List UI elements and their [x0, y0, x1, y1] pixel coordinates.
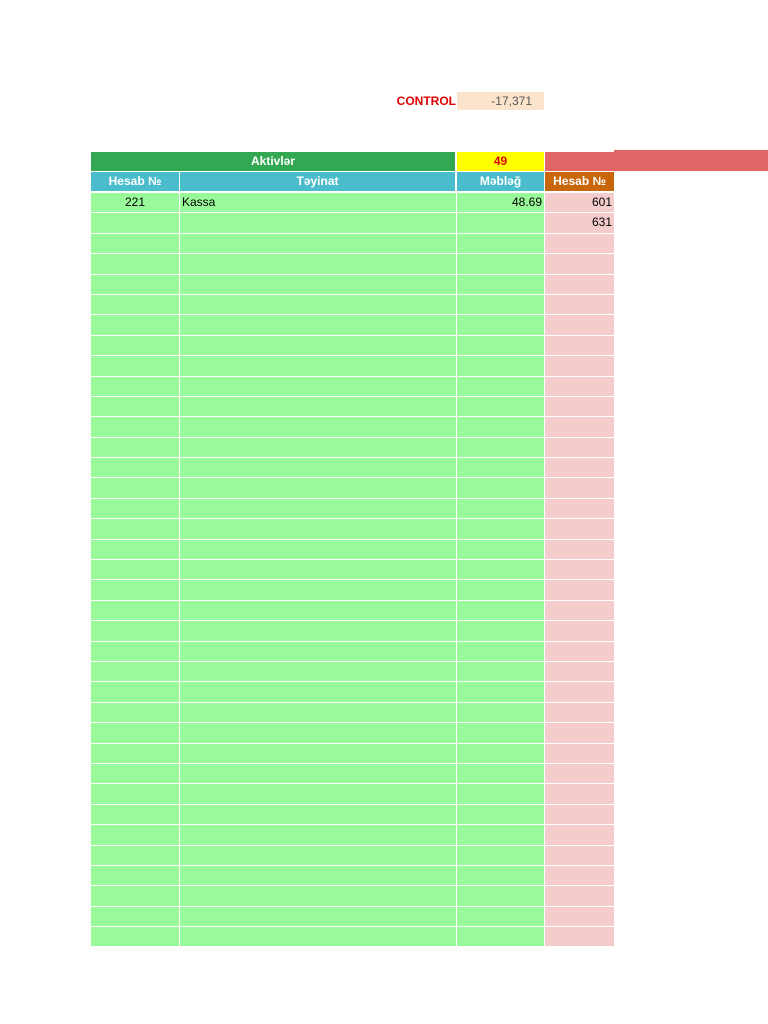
cell-hesab-2[interactable]: 601	[545, 193, 614, 213]
table-row	[91, 478, 614, 498]
table-row	[91, 315, 614, 335]
header-filler-band[interactable]	[614, 150, 768, 171]
cell-teyinat[interactable]	[180, 499, 456, 519]
table-row	[91, 458, 614, 478]
cell-mebleg[interactable]	[457, 846, 544, 866]
cell-hesab[interactable]	[91, 601, 179, 621]
cell-mebleg[interactable]	[457, 519, 544, 539]
cell-hesab-2[interactable]	[545, 764, 614, 784]
cell-teyinat[interactable]	[180, 438, 456, 458]
cell-mebleg[interactable]	[457, 642, 544, 662]
cell-mebleg[interactable]	[457, 397, 544, 417]
cell-hesab[interactable]	[91, 499, 179, 519]
cell-hesab[interactable]	[91, 621, 179, 641]
control-value-cell[interactable]: -17,371	[457, 92, 544, 110]
cell-mebleg[interactable]	[457, 723, 544, 743]
cell-hesab-2[interactable]	[545, 315, 614, 335]
cell-teyinat[interactable]	[180, 336, 456, 356]
cell-hesab[interactable]	[91, 642, 179, 662]
table-row	[91, 723, 614, 743]
cell-mebleg[interactable]	[457, 744, 544, 764]
table-row	[91, 254, 614, 274]
cell-teyinat[interactable]	[180, 907, 456, 927]
cell-hesab[interactable]	[91, 315, 179, 335]
cell-mebleg[interactable]	[457, 438, 544, 458]
cell-teyinat[interactable]	[180, 805, 456, 825]
cell-teyinat[interactable]	[180, 784, 456, 804]
cell-mebleg[interactable]	[457, 377, 544, 397]
cell-hesab-2[interactable]: 631	[545, 213, 614, 233]
cell-hesab[interactable]	[91, 397, 179, 417]
cell-teyinat[interactable]	[180, 417, 456, 437]
cell-teyinat[interactable]	[180, 764, 456, 784]
cell-hesab[interactable]	[91, 540, 179, 560]
table-row	[91, 642, 614, 662]
table-row	[91, 560, 614, 580]
cell-mebleg[interactable]	[457, 825, 544, 845]
column-header-hesab-2[interactable]: Hesab №	[545, 172, 614, 191]
table-row	[91, 519, 614, 539]
cell-teyinat[interactable]	[180, 377, 456, 397]
cell-teyinat[interactable]	[180, 825, 456, 845]
cell-teyinat[interactable]	[180, 621, 456, 641]
cell-hesab[interactable]	[91, 784, 179, 804]
cell-mebleg[interactable]	[457, 907, 544, 927]
cell-mebleg[interactable]	[457, 601, 544, 621]
table-row	[91, 744, 614, 764]
cell-mebleg[interactable]	[457, 417, 544, 437]
table-row	[91, 234, 614, 254]
cell-hesab[interactable]	[91, 213, 179, 233]
cell-hesab[interactable]	[91, 825, 179, 845]
cell-mebleg[interactable]	[457, 764, 544, 784]
cell-hesab-2[interactable]	[545, 805, 614, 825]
cell-teyinat[interactable]	[180, 519, 456, 539]
cell-hesab-2[interactable]	[545, 580, 614, 600]
cell-mebleg[interactable]	[457, 886, 544, 906]
cell-hesab[interactable]	[91, 438, 179, 458]
cell-hesab-2[interactable]	[545, 377, 614, 397]
cell-hesab[interactable]	[91, 866, 179, 886]
cell-hesab[interactable]	[91, 478, 179, 498]
cell-mebleg[interactable]	[457, 662, 544, 682]
column-header-teyinat[interactable]: Təyinat	[180, 172, 455, 191]
cell-teyinat[interactable]	[180, 478, 456, 498]
table-row	[91, 886, 614, 906]
cell-hesab-2[interactable]	[545, 784, 614, 804]
table-row	[91, 356, 614, 376]
table-row	[91, 805, 614, 825]
cell-teyinat[interactable]	[180, 254, 456, 274]
table-row	[91, 275, 614, 295]
table-row	[91, 907, 614, 927]
cell-hesab-2[interactable]	[545, 866, 614, 886]
data-table-body	[91, 193, 614, 947]
cell-hesab[interactable]	[91, 662, 179, 682]
cell-hesab[interactable]	[91, 519, 179, 539]
cell-hesab-2[interactable]	[545, 275, 614, 295]
cell-teyinat[interactable]	[180, 703, 456, 723]
cell-hesab-2[interactable]	[545, 438, 614, 458]
cell-hesab[interactable]	[91, 417, 179, 437]
cell-teyinat[interactable]	[180, 682, 456, 702]
cell-hesab-2[interactable]	[545, 744, 614, 764]
cell-teyinat[interactable]	[180, 723, 456, 743]
table-row	[91, 621, 614, 641]
cell-hesab[interactable]	[91, 234, 179, 254]
cell-hesab[interactable]	[91, 723, 179, 743]
cell-hesab-2[interactable]	[545, 336, 614, 356]
cell-hesab-2[interactable]	[545, 397, 614, 417]
cell-hesab-2[interactable]	[545, 540, 614, 560]
cell-mebleg[interactable]	[457, 927, 544, 947]
cell-teyinat[interactable]	[180, 580, 456, 600]
table-row	[91, 662, 614, 682]
cell-hesab-2[interactable]	[545, 825, 614, 845]
table-row	[91, 499, 614, 519]
table-row	[91, 846, 614, 866]
cell-teyinat[interactable]	[180, 397, 456, 417]
cell-hesab[interactable]	[91, 886, 179, 906]
cell-hesab[interactable]	[91, 907, 179, 927]
table-row	[91, 601, 614, 621]
cell-hesab-2[interactable]	[545, 846, 614, 866]
cell-hesab[interactable]	[91, 295, 179, 315]
cell-hesab[interactable]	[91, 580, 179, 600]
cell-hesab-2[interactable]	[545, 703, 614, 723]
cell-hesab-2[interactable]	[545, 478, 614, 498]
table-row	[91, 580, 614, 600]
cell-mebleg[interactable]	[457, 295, 544, 315]
table-row	[91, 193, 614, 213]
section-title-aktivler[interactable]: Aktivlər	[91, 152, 455, 171]
cell-hesab[interactable]	[91, 458, 179, 478]
cell-hesab-2[interactable]	[545, 662, 614, 682]
cell-hesab[interactable]	[91, 560, 179, 580]
cell-teyinat[interactable]	[180, 846, 456, 866]
cell-mebleg[interactable]	[457, 254, 544, 274]
cell-teyinat[interactable]	[180, 458, 456, 478]
cell-hesab[interactable]	[91, 846, 179, 866]
cell-teyinat[interactable]	[180, 295, 456, 315]
cell-hesab[interactable]	[91, 703, 179, 723]
column-header-hesab[interactable]: Hesab №	[91, 172, 179, 191]
cell-mebleg[interactable]	[457, 621, 544, 641]
table-row	[91, 927, 614, 947]
cell-teyinat[interactable]	[180, 601, 456, 621]
cell-teyinat[interactable]	[180, 642, 456, 662]
cell-hesab-2[interactable]	[545, 601, 614, 621]
table-row	[91, 703, 614, 723]
cell-hesab[interactable]	[91, 744, 179, 764]
cell-hesab-2[interactable]	[545, 417, 614, 437]
cell-mebleg[interactable]	[457, 234, 544, 254]
cell-teyinat[interactable]	[180, 356, 456, 376]
cell-hesab[interactable]	[91, 275, 179, 295]
table-row	[91, 866, 614, 886]
cell-mebleg[interactable]	[457, 703, 544, 723]
cell-hesab-2[interactable]	[545, 621, 614, 641]
cell-mebleg[interactable]	[457, 560, 544, 580]
cell-hesab-2[interactable]	[545, 254, 614, 274]
cell-mebleg[interactable]	[457, 540, 544, 560]
cell-mebleg[interactable]	[457, 458, 544, 478]
cell-teyinat[interactable]	[180, 662, 456, 682]
cell-hesab[interactable]	[91, 927, 179, 947]
cell-mebleg[interactable]	[457, 805, 544, 825]
cell-hesab-2[interactable]	[545, 682, 614, 702]
cell-teyinat[interactable]	[180, 560, 456, 580]
cell-teyinat[interactable]	[180, 540, 456, 560]
cell-mebleg[interactable]	[457, 275, 544, 295]
cell-hesab[interactable]	[91, 356, 179, 376]
cell-hesab-2[interactable]	[545, 927, 614, 947]
table-row	[91, 540, 614, 560]
cell-teyinat[interactable]	[180, 927, 456, 947]
cell-mebleg[interactable]	[457, 784, 544, 804]
cell-hesab-2[interactable]	[545, 356, 614, 376]
cell-mebleg[interactable]	[457, 580, 544, 600]
table-row	[91, 397, 614, 417]
table-row	[91, 295, 614, 315]
cell-hesab[interactable]	[91, 336, 179, 356]
cell-mebleg[interactable]	[457, 478, 544, 498]
cell-teyinat[interactable]: Kassa	[180, 193, 456, 213]
cell-mebleg[interactable]	[457, 682, 544, 702]
cell-teyinat[interactable]	[180, 213, 456, 233]
cell-hesab-2[interactable]	[545, 560, 614, 580]
cell-hesab[interactable]	[91, 682, 179, 702]
cell-mebleg[interactable]	[457, 213, 544, 233]
cell-teyinat[interactable]	[180, 234, 456, 254]
cell-mebleg[interactable]	[457, 499, 544, 519]
cell-teyinat[interactable]	[180, 886, 456, 906]
cell-hesab-2[interactable]	[545, 499, 614, 519]
table-row	[91, 336, 614, 356]
table-row	[91, 764, 614, 784]
cell-mebleg[interactable]	[457, 356, 544, 376]
cell-teyinat[interactable]	[180, 866, 456, 886]
table-row	[91, 682, 614, 702]
cell-teyinat[interactable]	[180, 744, 456, 764]
cell-hesab-2[interactable]	[545, 886, 614, 906]
table-row	[91, 825, 614, 845]
cell-hesab-2[interactable]	[545, 519, 614, 539]
cell-teyinat[interactable]	[180, 315, 456, 335]
cell-hesab-2[interactable]	[545, 907, 614, 927]
table-row	[91, 784, 614, 804]
count-cell[interactable]: 49	[457, 152, 544, 171]
table-row	[91, 417, 614, 437]
cell-hesab-2[interactable]	[545, 642, 614, 662]
table-row	[91, 213, 614, 233]
table-row	[91, 377, 614, 397]
cell-mebleg[interactable]	[457, 336, 544, 356]
column-header-mebleg[interactable]: Məbləğ	[457, 172, 544, 191]
cell-hesab-2[interactable]	[545, 723, 614, 743]
header-filler-cell[interactable]	[545, 152, 614, 171]
cell-mebleg[interactable]	[457, 866, 544, 886]
cell-hesab[interactable]	[91, 254, 179, 274]
cell-hesab[interactable]: 221	[91, 193, 179, 213]
cell-hesab-2[interactable]	[545, 234, 614, 254]
cell-hesab[interactable]	[91, 377, 179, 397]
cell-teyinat[interactable]	[180, 275, 456, 295]
cell-hesab[interactable]	[91, 764, 179, 784]
table-row	[91, 438, 614, 458]
cell-hesab[interactable]	[91, 805, 179, 825]
cell-mebleg[interactable]	[457, 315, 544, 335]
control-label: CONTROL	[396, 94, 456, 108]
cell-hesab-2[interactable]	[545, 295, 614, 315]
cell-mebleg[interactable]: 48.69	[457, 193, 544, 213]
cell-hesab-2[interactable]	[545, 458, 614, 478]
